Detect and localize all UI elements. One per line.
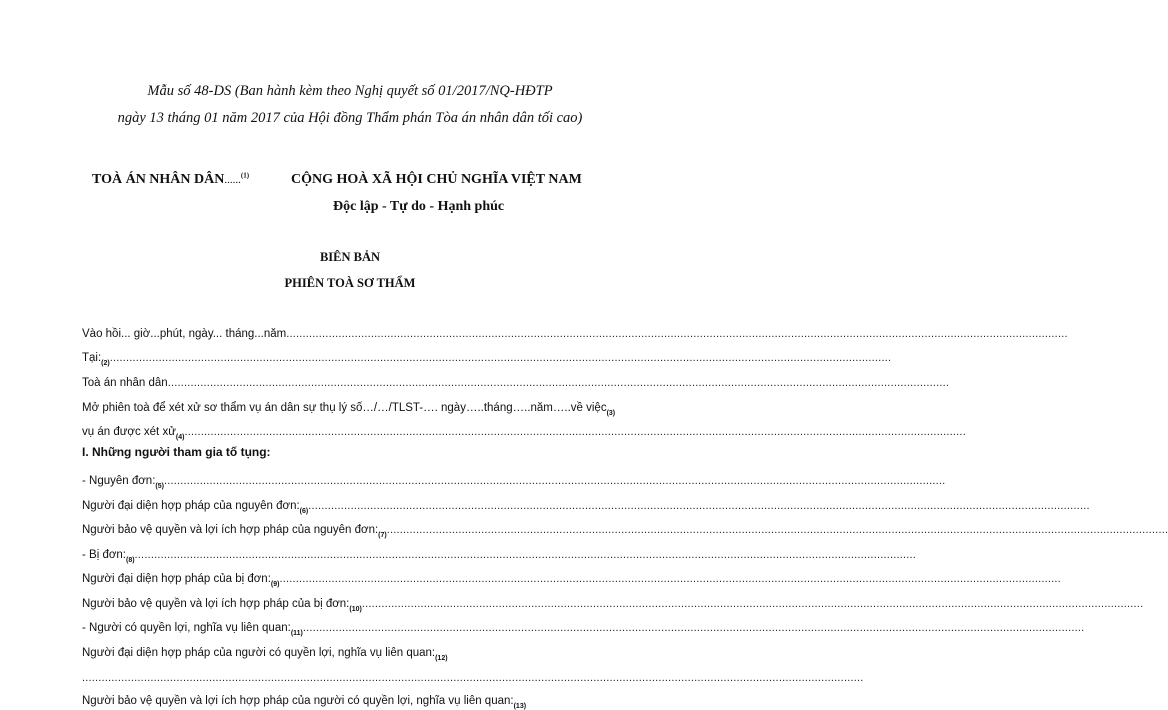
field-label: - Nguyên đơn:: [82, 475, 156, 487]
fill-dots: [168, 377, 949, 389]
court-dots: ......: [224, 174, 241, 186]
field-label: vụ án được xét xử: [82, 426, 176, 438]
participant-line: Người đại diện hợp pháp của nguyên đơn: (6) .....: [82, 494, 600, 512]
fill-dots: [362, 598, 1143, 610]
participant-line: Người đại diện hợp pháp của bị đơn: (9) .....: [82, 567, 600, 585]
fill-dots: [135, 549, 916, 561]
doc-subtitle: PHIÊN TOÀ SƠ THẨM: [284, 276, 416, 290]
field-label: - Người có quyền lợi, nghĩa vụ liên quan:: [82, 622, 291, 634]
participant-line: Người bảo vệ quyền và lợi ích hợp pháp của bị đơn: (10) .....: [82, 592, 600, 610]
field-case-line: Mở phiên toà để xét xử sơ thẩm vụ án dân sự thụ lý số…/…/TLST-…. ngày…..tháng…..năm…..về việc (3): [82, 402, 616, 417]
fill-dots: [164, 475, 945, 487]
field-label: Người đại diện hợp pháp của bị đơn:: [82, 573, 271, 585]
nation-motto: Độc lập - Tự do - Hạnh phúc: [333, 199, 505, 214]
nation-name: CỘNG HOÀ XÃ HỘI CHỦ NGHĨA VIỆT NAM: [291, 172, 582, 187]
field-label: Người bảo vệ quyền và lợi ích hợp pháp của nguyên đơn:: [82, 524, 379, 536]
participant-line: [82, 666, 600, 684]
participant-line: Người đại diện hợp pháp của người có quyền lợi, nghĩa vụ liên quan: (12): [82, 647, 448, 662]
field-label: Vào hồi... giờ...phút, ngày... tháng...năm: [82, 328, 287, 340]
field-court-line: [82, 371, 600, 389]
field-case-subject-line: vụ án được xét xử (4) .....: [82, 420, 600, 438]
field-label: Người đại diện hợp pháp của nguyên đơn:: [82, 500, 300, 512]
fill-dots: [308, 500, 1089, 512]
fill-dots: [82, 672, 863, 684]
court-label: TOÀ ÁN NHÂN DÂN: [92, 172, 225, 187]
field-time-line: [82, 322, 600, 340]
participant-line: Người bảo vệ quyền và lợi ích hợp pháp của nguyên đơn: (7) .....: [82, 518, 600, 536]
fill-dots: [303, 622, 1084, 634]
field-label: Toà án nhân dân: [82, 377, 168, 389]
doc-title: BIÊN BẢN: [319, 250, 381, 264]
form-reference-line-1: Mẫu số 48-DS (Ban hành kèm theo Nghị quyết số 01/2017/NQ-HĐTP: [147, 83, 553, 99]
field-label: Tại:: [82, 352, 102, 364]
fill-dots: [387, 524, 1168, 536]
section-heading: I. Những người tham gia tố tụng:: [82, 445, 271, 459]
field-label: - Bị đơn:: [82, 549, 126, 561]
fill-dots: [286, 328, 1067, 340]
participant-line: - Bị đơn: (8) .....: [82, 543, 600, 561]
participant-line: - Người có quyền lợi, nghĩa vụ liên quan: (11) .....: [82, 616, 600, 634]
participant-line: - Nguyên đơn: (5) .....: [82, 469, 600, 487]
form-reference-line-2: ngày 13 tháng 01 năm 2017 của Hội đồng Thẩm phán Tòa án nhân dân tối cao): [117, 110, 583, 126]
court-name: [92, 172, 249, 188]
participant-line: Người bảo vệ quyền và lợi ích hợp pháp của người có quyền lợi, nghĩa vụ liên quan: (13): [82, 695, 527, 710]
footnote-marker: (1): [240, 171, 250, 180]
fill-dots: [279, 573, 1060, 585]
field-label: Người bảo vệ quyền và lợi ích hợp pháp của người có quyền lợi, nghĩa vụ liên quan:: [82, 695, 514, 707]
field-label: Mở phiên toà để xét xử sơ thẩm vụ án dân sự thụ lý số…/…/TLST-…. ngày…..tháng…..năm…..về việc: [82, 402, 607, 414]
fill-dots: [184, 426, 965, 438]
field-label: Người bảo vệ quyền và lợi ích hợp pháp của bị đơn:: [82, 598, 350, 610]
field-location-line: Tại: (2) .....: [82, 346, 600, 364]
field-label: Người đại diện hợp pháp của người có quyền lợi, nghĩa vụ liên quan:: [82, 647, 436, 659]
fill-dots: [110, 352, 891, 364]
